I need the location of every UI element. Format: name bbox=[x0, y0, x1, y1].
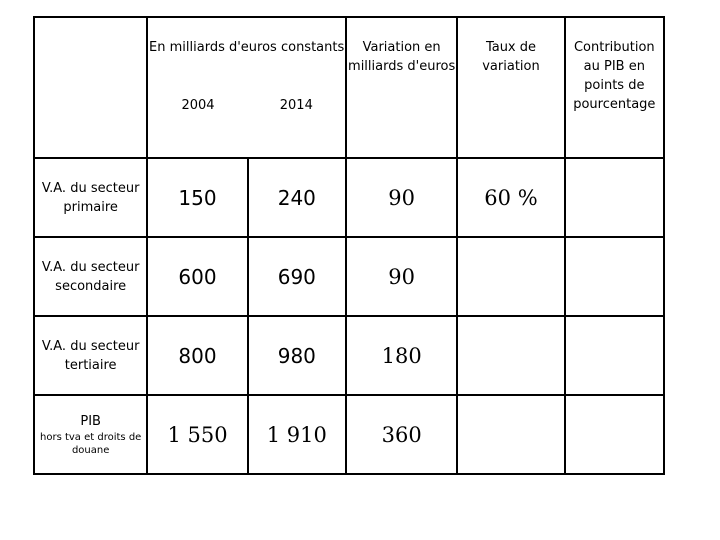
table-row-pib bbox=[34, 395, 664, 474]
header-year-2014: 2014 bbox=[248, 76, 346, 158]
header-contribution: Contribution au PIB en points de pourcentage bbox=[565, 17, 664, 158]
header-group-label: En milliards d'euros constants bbox=[147, 17, 346, 76]
cell-variation: 90 bbox=[346, 158, 457, 237]
table-row bbox=[34, 237, 664, 316]
cell-taux bbox=[457, 395, 564, 474]
cell-2014: 1 910 bbox=[248, 395, 346, 474]
cell-2004: 1 550 bbox=[147, 395, 247, 474]
corner-cell bbox=[34, 17, 147, 158]
cell-2004: 800 bbox=[147, 316, 247, 395]
header-variation: Variation en milliards d'euros bbox=[346, 17, 457, 158]
cell-2004: 150 bbox=[147, 158, 247, 237]
cell-contribution bbox=[565, 237, 664, 316]
cell-taux bbox=[457, 316, 564, 395]
cell-2014: 980 bbox=[248, 316, 346, 395]
cell-taux bbox=[457, 237, 564, 316]
cell-2014: 240 bbox=[248, 158, 346, 237]
header-taux: Taux de variation bbox=[457, 17, 564, 158]
row-label-tertiaire: V.A. du secteur tertiaire bbox=[34, 316, 147, 395]
row-label-primaire: V.A. du secteur primaire bbox=[34, 158, 147, 237]
cell-variation: 360 bbox=[346, 395, 457, 474]
row-label-pib bbox=[34, 395, 147, 474]
cell-taux: 60 % bbox=[457, 158, 564, 237]
cell-contribution bbox=[565, 395, 664, 474]
cell-variation: 90 bbox=[346, 237, 457, 316]
table-row bbox=[34, 158, 664, 237]
cell-2004: 600 bbox=[147, 237, 247, 316]
cell-2014: 690 bbox=[248, 237, 346, 316]
row-label-secondaire: V.A. du secteur secondaire bbox=[34, 237, 147, 316]
cell-variation: 180 bbox=[346, 316, 457, 395]
header-year-2004: 2004 bbox=[147, 76, 247, 158]
pib-label: PIB bbox=[80, 413, 101, 429]
pib-sublabel: hors tva et droits de douane bbox=[40, 431, 142, 456]
cell-contribution bbox=[565, 316, 664, 395]
gdp-table bbox=[33, 16, 665, 475]
cell-contribution bbox=[565, 158, 664, 237]
table-row bbox=[34, 316, 664, 395]
